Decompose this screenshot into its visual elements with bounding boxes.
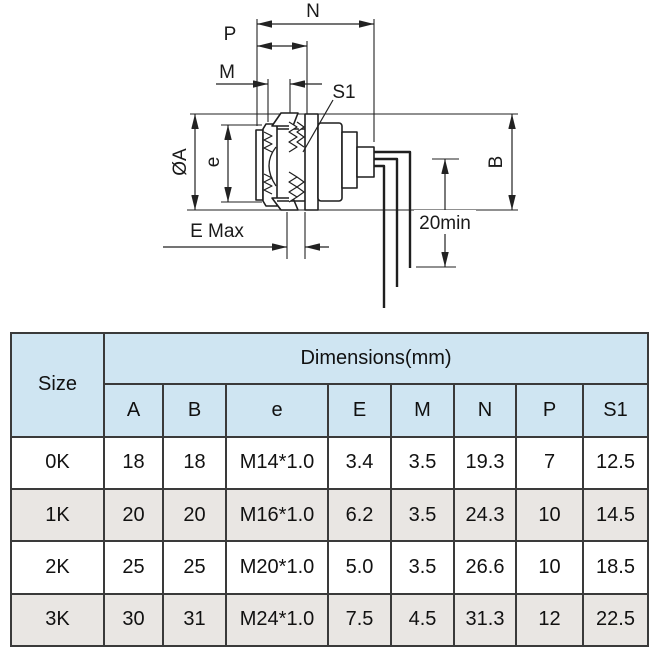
dim-label-b: B (486, 155, 507, 169)
value-cell: 30 (104, 594, 163, 646)
dim-label-e: e (203, 156, 224, 168)
dim-label-pin-min: 20min (419, 213, 471, 234)
size-cell: 2K (11, 541, 104, 593)
dim-label-p: P (223, 24, 237, 45)
mount-thread-bottom (297, 177, 304, 197)
value-cell: 12 (516, 594, 583, 646)
value-cell: 5.0 (328, 541, 391, 593)
key-tab-top (272, 113, 298, 126)
col-header-a: A (104, 384, 163, 436)
value-cell: 25 (104, 541, 163, 593)
table-row-0k (11, 437, 648, 489)
value-cell: 3.5 (391, 541, 454, 593)
value-cell: 22.5 (583, 594, 648, 646)
value-cell: 26.6 (454, 541, 516, 593)
dim-label-m: M (219, 62, 235, 83)
mount-thread-top (297, 122, 304, 147)
value-cell: 10 (516, 489, 583, 541)
value-cell: 3.5 (391, 437, 454, 489)
table-row-3k (11, 594, 648, 646)
value-cell: 3.5 (391, 489, 454, 541)
value-cell: 6.2 (328, 489, 391, 541)
dim-label-s1: S1 (332, 82, 356, 103)
dim-label-e-max: E Max (190, 221, 244, 242)
value-cell: 20 (163, 489, 226, 541)
size-cell: 1K (11, 489, 104, 541)
value-cell: 18 (104, 437, 163, 489)
value-cell: 24.3 (454, 489, 516, 541)
rear-step-2 (357, 147, 374, 177)
col-header-E: E (328, 384, 391, 436)
col-header-n: N (454, 384, 516, 436)
solder-pins (374, 152, 410, 308)
value-cell: 10 (516, 541, 583, 593)
connector-body (256, 113, 374, 210)
value-cell: 20 (104, 489, 163, 541)
value-cell: M24*1.0 (226, 594, 328, 646)
size-cell: 0K (11, 437, 104, 489)
value-cell: 19.3 (454, 437, 516, 489)
value-cell: 18.5 (583, 541, 648, 593)
value-cell: M14*1.0 (226, 437, 328, 489)
col-header-e: e (226, 384, 328, 436)
col-header-s1: S1 (583, 384, 648, 436)
col-header-m: M (391, 384, 454, 436)
dim-label-dia-a: ØA (170, 148, 191, 176)
col-header-b: B (163, 384, 226, 436)
table-row-2k (11, 541, 648, 593)
mount-thread-bottom (289, 172, 297, 202)
dimensions-table (10, 332, 649, 647)
size-cell: 3K (11, 594, 104, 646)
size-header-cell: Size (11, 333, 104, 437)
value-cell: 7.5 (328, 594, 391, 646)
rear-housing (318, 123, 342, 201)
value-cell: 18 (163, 437, 226, 489)
value-cell: 3.4 (328, 437, 391, 489)
mount-thread-top (289, 122, 297, 152)
key-tab-bottom (272, 198, 298, 210)
value-cell: 4.5 (391, 594, 454, 646)
value-cell: 31.3 (454, 594, 516, 646)
value-cell: 14.5 (583, 489, 648, 541)
value-cell: 12.5 (583, 437, 648, 489)
dim-label-n: N (306, 1, 320, 22)
value-cell: M16*1.0 (226, 489, 328, 541)
value-cell: 31 (163, 594, 226, 646)
front-cap (256, 130, 263, 200)
value-cell: 7 (516, 437, 583, 489)
rear-step-1 (342, 132, 357, 188)
value-cell: M20*1.0 (226, 541, 328, 593)
value-cell: 25 (163, 541, 226, 593)
dimensions-group-header: Dimensions(mm) (104, 333, 648, 384)
col-header-p: P (516, 384, 583, 436)
table-row-1k (11, 489, 648, 541)
